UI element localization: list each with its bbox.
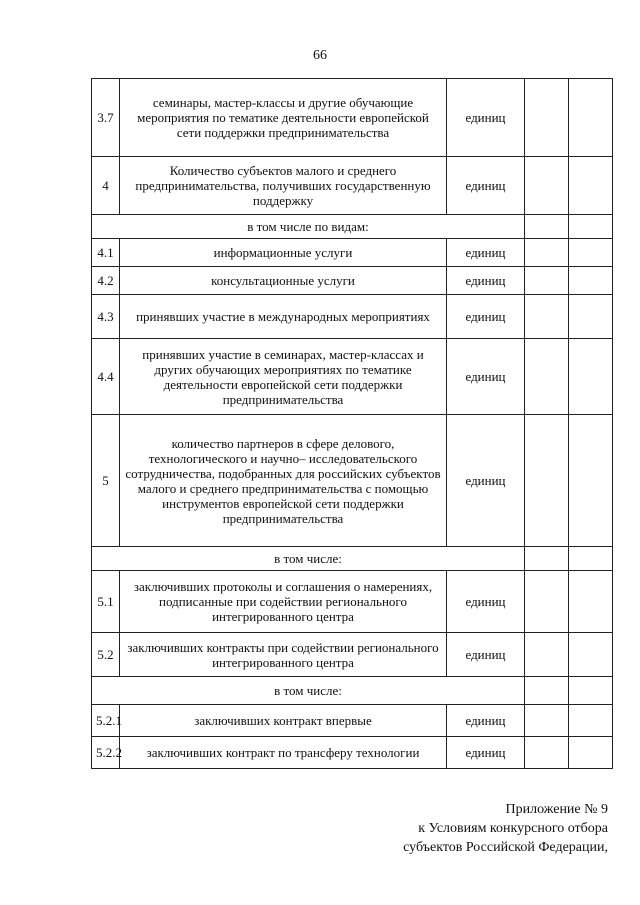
empty-value-cell bbox=[525, 415, 569, 547]
empty-value-cell bbox=[525, 295, 569, 339]
appendix-title: Приложение № 9 bbox=[505, 802, 608, 817]
table-row bbox=[92, 79, 613, 157]
row-number-cell: 4.2 bbox=[92, 267, 120, 295]
empty-value-cell bbox=[569, 215, 613, 239]
row-number-cell: 5.2 bbox=[92, 633, 120, 677]
table-row bbox=[92, 267, 613, 295]
empty-value-cell bbox=[525, 633, 569, 677]
indicator-name-cell: заключивших контракт впервые bbox=[120, 705, 447, 737]
subheader-cell: в том числе: bbox=[92, 547, 525, 571]
indicator-name-cell: заключивших контракт по трансферу технологии bbox=[120, 737, 447, 769]
empty-value-cell bbox=[525, 737, 569, 769]
empty-value-cell bbox=[569, 737, 613, 769]
empty-value-cell bbox=[525, 157, 569, 215]
table-subheader-row bbox=[92, 215, 613, 239]
subheader-cell: в том числе: bbox=[92, 677, 525, 705]
empty-value-cell bbox=[569, 571, 613, 633]
indicator-name-cell: Количество субъектов малого и среднего предпринимательства, получивших государственную поддержку bbox=[120, 157, 447, 215]
table-row bbox=[92, 415, 613, 547]
unit-cell: единиц bbox=[447, 339, 525, 415]
empty-value-cell bbox=[569, 705, 613, 737]
row-number-cell: 4 bbox=[92, 157, 120, 215]
unit-cell: единиц bbox=[447, 157, 525, 215]
empty-value-cell bbox=[525, 571, 569, 633]
indicator-name-cell: заключивших контракты при содействии регионального интегрированного центра bbox=[120, 633, 447, 677]
indicator-name-cell: консультационные услуги bbox=[120, 267, 447, 295]
table-row bbox=[92, 633, 613, 677]
unit-cell: единиц bbox=[447, 571, 525, 633]
unit-cell: единиц bbox=[447, 267, 525, 295]
empty-value-cell bbox=[569, 239, 613, 267]
table-row bbox=[92, 157, 613, 215]
empty-value-cell bbox=[525, 79, 569, 157]
empty-value-cell bbox=[569, 339, 613, 415]
subheader-cell: в том числе по видам: bbox=[92, 215, 525, 239]
empty-value-cell bbox=[569, 677, 613, 705]
unit-cell: единиц bbox=[447, 705, 525, 737]
empty-value-cell bbox=[569, 633, 613, 677]
empty-value-cell bbox=[569, 267, 613, 295]
table-subheader-row bbox=[92, 547, 613, 571]
empty-value-cell bbox=[569, 547, 613, 571]
empty-value-cell bbox=[525, 239, 569, 267]
indicator-name-cell: информационные услуги bbox=[120, 239, 447, 267]
indicator-name-cell: количество партнеров в сфере делового, технологического и научно– исследовательского сотрудничества, подобранных для российских субъектов малого и среднего предпринимательства с помощью инструментов европейской сети поддержки предпринимательства bbox=[120, 415, 447, 547]
indicator-name-cell: заключивших протоколы и соглашения о намерениях, подписанные при содействии регионального интегрированного центра bbox=[120, 571, 447, 633]
indicator-name-cell: принявших участие в семинарах, мастер-классах и других обучающих мероприятиях по тематике деятельности европейской сети поддержки предпринимательства bbox=[120, 339, 447, 415]
appendix-note bbox=[403, 800, 608, 857]
unit-cell: единиц bbox=[447, 239, 525, 267]
table-subheader-row bbox=[92, 677, 613, 705]
indicator-name-cell: принявших участие в международных мероприятиях bbox=[120, 295, 447, 339]
row-number-cell: 4.1 bbox=[92, 239, 120, 267]
row-number-cell: 4.3 bbox=[92, 295, 120, 339]
empty-value-cell bbox=[525, 677, 569, 705]
unit-cell: единиц bbox=[447, 79, 525, 157]
table-row bbox=[92, 571, 613, 633]
indicators-table bbox=[91, 78, 613, 769]
table-row bbox=[92, 737, 613, 769]
empty-value-cell bbox=[525, 267, 569, 295]
empty-value-cell bbox=[525, 705, 569, 737]
empty-value-cell bbox=[525, 215, 569, 239]
empty-value-cell bbox=[569, 295, 613, 339]
page-number: 66 bbox=[313, 48, 327, 63]
row-number-cell: 4.4 bbox=[92, 339, 120, 415]
table-row bbox=[92, 239, 613, 267]
unit-cell: единиц bbox=[447, 295, 525, 339]
table-row bbox=[92, 705, 613, 737]
empty-value-cell bbox=[569, 79, 613, 157]
unit-cell: единиц bbox=[447, 633, 525, 677]
appendix-line-3: субъектов Российской Федерации, bbox=[403, 840, 608, 855]
indicator-name-cell: семинары, мастер-классы и другие обучающие мероприятия по тематике деятельности европейской сети поддержки предпринимательства bbox=[120, 79, 447, 157]
table-row bbox=[92, 295, 613, 339]
row-number-cell: 5.2.2 bbox=[92, 737, 120, 769]
empty-value-cell bbox=[525, 547, 569, 571]
unit-cell: единиц bbox=[447, 737, 525, 769]
row-number-cell: 5 bbox=[92, 415, 120, 547]
row-number-cell: 3.7 bbox=[92, 79, 120, 157]
empty-value-cell bbox=[525, 339, 569, 415]
row-number-cell: 5.2.1 bbox=[92, 705, 120, 737]
empty-value-cell bbox=[569, 415, 613, 547]
unit-cell: единиц bbox=[447, 415, 525, 547]
appendix-line-2: к Условиям конкурсного отбора bbox=[418, 821, 608, 836]
empty-value-cell bbox=[569, 157, 613, 215]
table-row bbox=[92, 339, 613, 415]
row-number-cell: 5.1 bbox=[92, 571, 120, 633]
